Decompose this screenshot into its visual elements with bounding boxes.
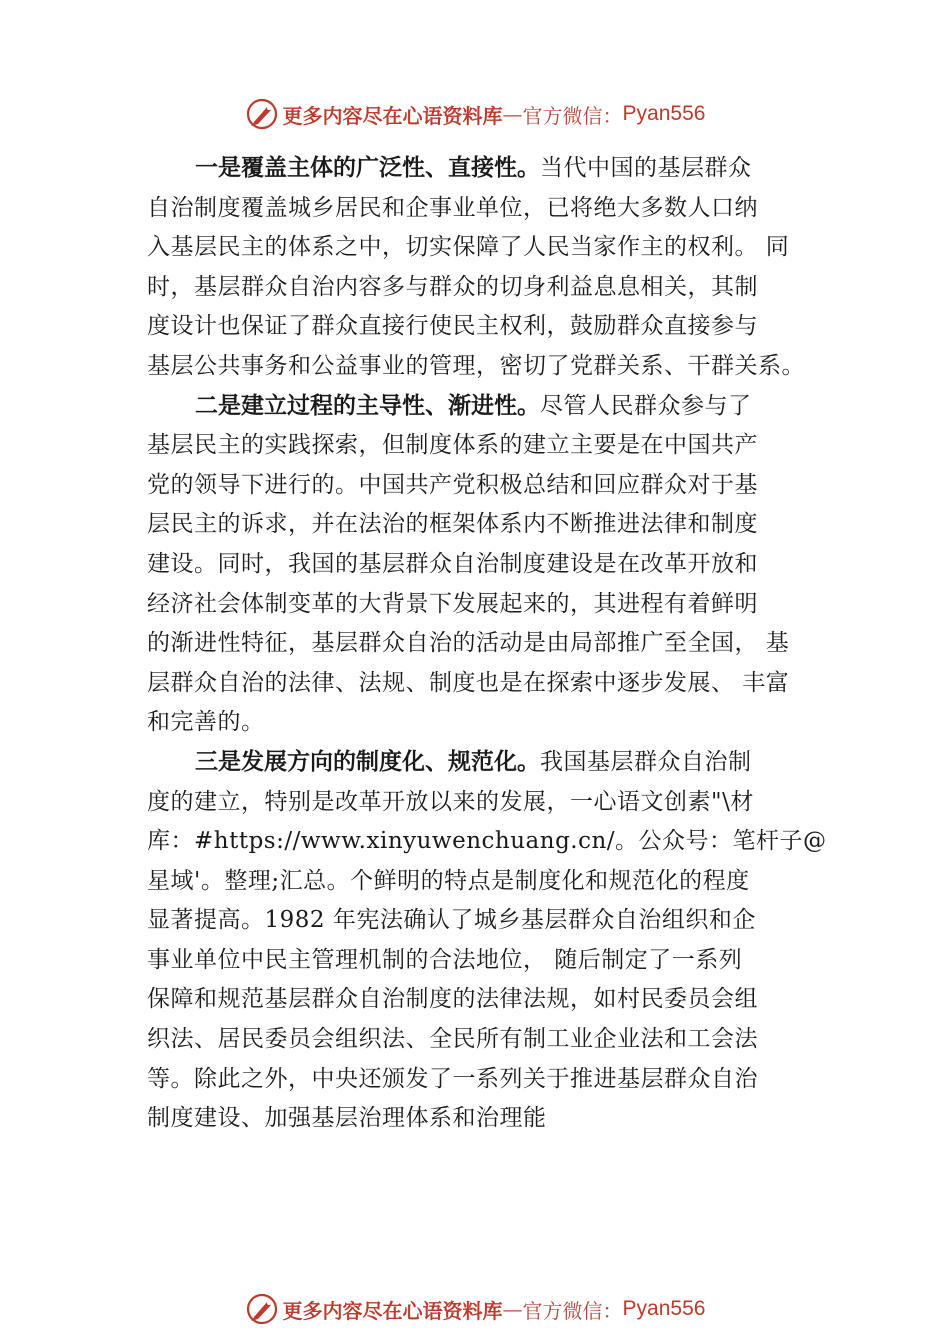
paragraph-2-heading: 二是建立过程的主导性、渐进性。	[195, 392, 540, 419]
paragraph-2-line: 基层民主的实践探索，但制度体系的建立主要是在中国共产	[147, 432, 758, 459]
paragraph-2-line: 和完善的。	[147, 709, 265, 736]
paragraph-3-line: 等。除此之外，中央还颁发了一系列关于推进基层群众自治	[147, 1065, 758, 1092]
paragraph-3-line: 保障和规范基层群众自治制度的法律法规，如村民委员会组	[147, 986, 758, 1013]
paragraph-1-line: 自治制度覆盖城乡居民和企事业单位，已将绝大多数人口纳	[147, 194, 758, 221]
paragraph-3-line: 库：#https://www.xinyuwenchuang.cn/。公众号：笔杆子@	[147, 828, 827, 855]
banner-handle: Pyan556	[622, 1297, 706, 1320]
paragraph-1-line: 时，基层群众自治内容多与群众的切身利益息息相关，其制	[147, 273, 758, 300]
paragraph-3-line: 显著提高。1982 年宪法确认了城乡基层群众自治组织和企	[147, 907, 756, 934]
paragraph-2-line: 的渐进性特征，基层群众自治的活动是由局部推广至全国， 基	[147, 630, 790, 657]
header-banner	[0, 94, 950, 134]
paragraph-2-line: 建设。同时，我国的基层群众自治制度建设是在改革开放和	[147, 550, 758, 577]
paragraph-2-line: 层群众自治的法律、法规、制度也是在探索中逐步发展、 丰富	[147, 669, 790, 696]
paragraph-1-line: 基层公共事务和公益事业的管理，密切了党群关系、干群关系。	[147, 352, 805, 379]
banner-dash: —	[502, 1297, 523, 1321]
banner-main-text: 更多内容尽在心语资料库	[282, 103, 503, 128]
paragraph-3-line: 制度建设、加强基层治理体系和治理能	[147, 1105, 547, 1132]
pen-nib-circle-icon	[245, 1292, 279, 1326]
paragraph-3-line: 织法、居民委员会组织法、全民所有制工业企业法和工会法	[147, 1026, 758, 1053]
paragraph-2-line: 党的领导下进行的。中国共产党积极总结和回应群众对于基	[147, 471, 758, 498]
banner-label: 官方微信：	[522, 103, 623, 128]
paragraph-2-line: 经济社会体制变革的大背景下发展起来的，其进程有着鲜明	[147, 590, 758, 617]
paragraph-1-heading: 一是覆盖主体的广泛性、直接性。	[195, 155, 540, 181]
paragraph-3-line: 星域'。整理;汇总。个鲜明的特点是制度化和规范化的程度	[147, 867, 750, 894]
paragraph-1-line: 入基层民主的体系之中，切实保障了人民当家作主的权利。 同	[147, 234, 790, 261]
pen-nib-circle-icon	[245, 97, 279, 131]
paragraph-2-line: 层民主的诉求，并在法治的框架体系内不断推进法律和制度	[147, 511, 758, 538]
document-body	[147, 149, 827, 1139]
banner-label: 官方微信：	[522, 1298, 623, 1323]
paragraph-3-heading: 三是发展方向的制度化、规范化。	[195, 748, 540, 775]
paragraph-3-line: 度的建立，特别是改革开放以来的发展，一心语文创素"\材	[147, 788, 754, 815]
paragraph-3-line-1: 三是发展方向的制度化、规范化。我国基层群众自治制	[195, 748, 752, 775]
footer-banner	[0, 1289, 950, 1329]
banner-handle: Pyan556	[622, 102, 706, 125]
banner-dash: —	[502, 102, 523, 126]
paragraph-1-line-1: 一是覆盖主体的广泛性、直接性。当代中国的基层群众	[195, 155, 752, 181]
paragraph-2-line-1: 二是建立过程的主导性、渐进性。尽管人民群众参与了	[195, 392, 752, 419]
banner-main-text: 更多内容尽在心语资料库	[282, 1298, 503, 1323]
paragraph-1-line: 度设计也保证了群众直接行使民主权利，鼓励群众直接参与	[147, 313, 758, 340]
paragraph-3-line: 事业单位中民主管理机制的合法地位， 随后制定了一系列	[147, 946, 743, 973]
